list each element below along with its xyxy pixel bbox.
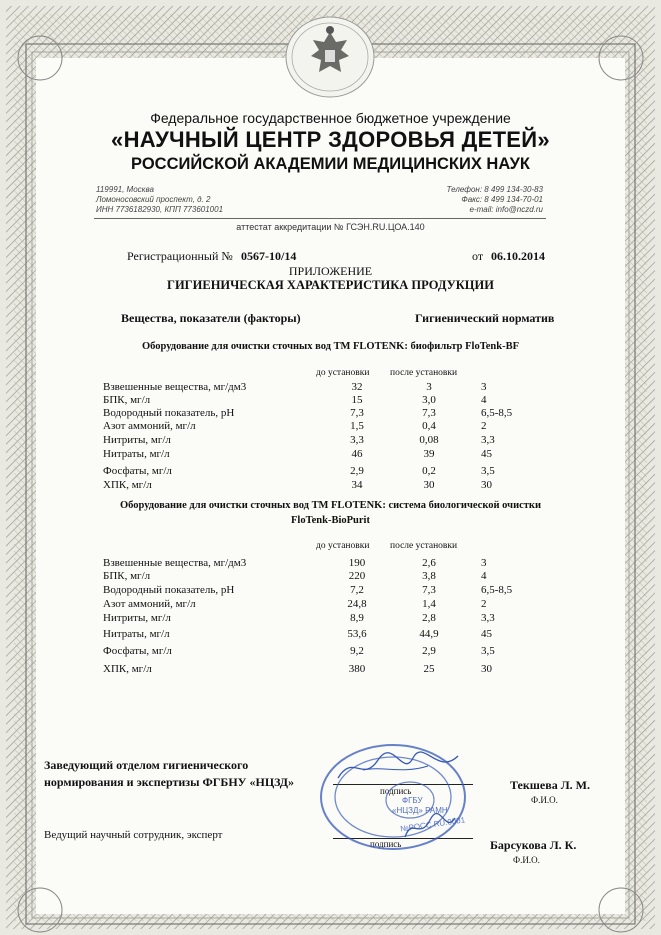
row-after: 0,08 [419, 434, 439, 446]
row-before: 1,5 [350, 420, 364, 432]
section-title-line2: FloTenk-BioPurit [291, 515, 370, 526]
row-name: Нитриты, мг/л [103, 434, 171, 446]
row-name: Взвешенные вещества, мг/дм3 [103, 557, 247, 569]
appendix-label: ПРИЛОЖЕНИЕ [288, 264, 373, 278]
contact-line: Факс: 8 499 134-70-01 [461, 195, 543, 204]
head-signature-label: подпись [380, 786, 412, 796]
section-title: Оборудование для очистки сточных вод ТМ FLOTENK: биофильтр FloTenk-BF [141, 341, 519, 352]
row-before: 220 [348, 570, 366, 582]
row-norm: 2 [481, 598, 487, 610]
org-name: «НАУЧНЫЙ ЦЕНТР ЗДОРОВЬЯ ДЕТЕЙ» [111, 127, 550, 152]
col-norm-header: Гигиенический норматив [415, 311, 555, 325]
row-after: 3,0 [422, 394, 436, 406]
stamp-ring-text: №РОСС RU.0001 [399, 815, 466, 834]
row-name: Фосфаты, мг/л [103, 465, 172, 477]
row-before: 2,9 [350, 465, 364, 477]
registration-label: Регистрационный № [127, 249, 233, 263]
row-name: Азот аммоний, мг/л [103, 420, 196, 432]
row-after: 7,3 [422, 407, 436, 419]
row-after: 2,8 [422, 612, 436, 624]
accreditation: аттестат аккредитации № ГСЭН.RU.ЦОА.140 [236, 222, 425, 232]
before-label: до установки [316, 368, 370, 378]
row-after: 1,4 [422, 598, 436, 610]
row-before: 24,8 [347, 598, 367, 610]
table-row [0, 479, 661, 493]
table-row [0, 434, 661, 448]
address-line: ИНН 7736182930, КПП 773601001 [96, 205, 224, 214]
row-after: 7,3 [422, 584, 436, 596]
row-name: Нитриты, мг/л [103, 612, 171, 624]
table-row [0, 465, 661, 479]
row-before: 7,2 [350, 584, 364, 596]
row-name: ХПК, мг/л [103, 663, 152, 675]
row-before: 32 [351, 381, 363, 393]
table-row [0, 448, 661, 462]
row-norm: 4 [481, 394, 487, 406]
row-before: 380 [348, 663, 366, 675]
table-row [0, 407, 661, 421]
registration-number: 0567-10/14 [241, 249, 297, 263]
row-before: 3,3 [350, 434, 364, 446]
row-after: 2,6 [422, 557, 436, 569]
header-divider [94, 218, 546, 219]
head-title-line1: Заведующий отделом гигиенического [44, 758, 249, 772]
row-after: 25 [423, 663, 435, 675]
registration-date: 06.10.2014 [491, 249, 545, 263]
table-row [0, 570, 661, 584]
row-norm: 3 [481, 381, 487, 393]
after-label: после установки [390, 541, 458, 551]
table-row [0, 557, 661, 571]
row-name: Взвешенные вещества, мг/дм3 [103, 381, 247, 393]
row-norm: 6,5-8,5 [481, 584, 513, 596]
table-row [0, 645, 661, 659]
head-title-line2: нормирования и экспертизы ФГБНУ «НЦЗД» [44, 775, 295, 789]
row-before: 53,6 [347, 628, 367, 640]
head-name: Текшева Л. М. [510, 778, 590, 792]
row-before: 7,3 [350, 407, 364, 419]
row-name: Азот аммоний, мг/л [103, 598, 196, 610]
row-norm: 3,5 [481, 645, 495, 657]
expert-signature-label: подпись [370, 839, 402, 849]
row-before: 190 [348, 557, 366, 569]
row-before: 46 [351, 448, 363, 460]
table-row [0, 612, 661, 626]
after-label: после установки [390, 368, 458, 378]
row-after: 30 [423, 479, 435, 491]
row-before: 8,9 [350, 612, 364, 624]
contact-line: Телефон: 8 499 134-30-83 [446, 185, 543, 194]
row-norm: 3,5 [481, 465, 495, 477]
document-title: ГИГИЕНИЧЕСКАЯ ХАРАКТЕРИСТИКА ПРОДУКЦИИ [167, 278, 494, 292]
row-name: Водородный показатель, pH [103, 584, 235, 596]
table-row [0, 628, 661, 642]
row-before: 15 [351, 394, 363, 406]
address-line: 119991, Москва [96, 185, 154, 194]
coat-of-arms-emblem [283, 14, 377, 100]
row-norm: 6,5-8,5 [481, 407, 513, 419]
row-norm: 3,3 [481, 612, 495, 624]
row-norm: 30 [481, 663, 492, 675]
table-row [0, 598, 661, 612]
col-substances-header: Вещества, показатели (факторы) [121, 311, 301, 325]
row-after: 39 [423, 448, 435, 460]
stamp-text-mid: «НЦЗД» РАМН [392, 806, 448, 815]
row-name: ХПК, мг/л [103, 479, 152, 491]
table-row [0, 663, 661, 677]
row-after: 3,8 [422, 570, 436, 582]
row-norm: 2 [481, 420, 487, 432]
before-label: до установки [316, 541, 370, 551]
address-line: Ломоносовский проспект, д. 2 [96, 195, 211, 204]
row-name: Нитраты, мг/л [103, 628, 170, 640]
row-name: Фосфаты, мг/л [103, 645, 172, 657]
org-type: Федеральное государственное бюджетное учреждение [150, 110, 511, 126]
row-after: 3 [426, 381, 432, 393]
row-norm: 3,3 [481, 434, 495, 446]
row-after: 2,9 [422, 645, 436, 657]
row-after: 0,4 [422, 420, 436, 432]
row-before: 34 [351, 479, 363, 491]
row-name: Нитраты, мг/л [103, 448, 170, 460]
row-after: 44,9 [419, 628, 439, 640]
row-norm: 3 [481, 557, 487, 569]
row-norm: 4 [481, 570, 487, 582]
row-name: Водородный показатель, pH [103, 407, 235, 419]
date-prefix: от [472, 249, 484, 263]
contact-line: e-mail: info@nczd.ru [469, 205, 543, 214]
row-norm: 30 [481, 479, 492, 491]
row-norm: 45 [481, 448, 492, 460]
row-after: 0,2 [422, 465, 436, 477]
table-row [0, 420, 661, 434]
row-before: 9,2 [350, 645, 364, 657]
table-row [0, 381, 661, 395]
row-name: БПК, мг/л [103, 570, 151, 582]
row-name: БПК, мг/л [103, 394, 151, 406]
table-row [0, 394, 661, 408]
row-norm: 45 [481, 628, 492, 640]
org-academy: РОССИЙСКОЙ АКАДЕМИИ МЕДИЦИНСКИХ НАУК [131, 155, 530, 173]
organization-stamp [318, 742, 468, 852]
table-row [0, 584, 661, 598]
section-title: Оборудование для очистки сточных вод ТМ FLOTENK: система биологической очистки [119, 500, 542, 511]
expert-name: Барсукова Л. К. [490, 838, 577, 852]
stamp-text-top: ФГБУ [402, 796, 423, 805]
expert-title: Ведущий научный сотрудник, эксперт [44, 829, 223, 841]
head-fio-label: Ф.И.О. [531, 795, 558, 805]
expert-fio-label: Ф.И.О. [513, 855, 540, 865]
